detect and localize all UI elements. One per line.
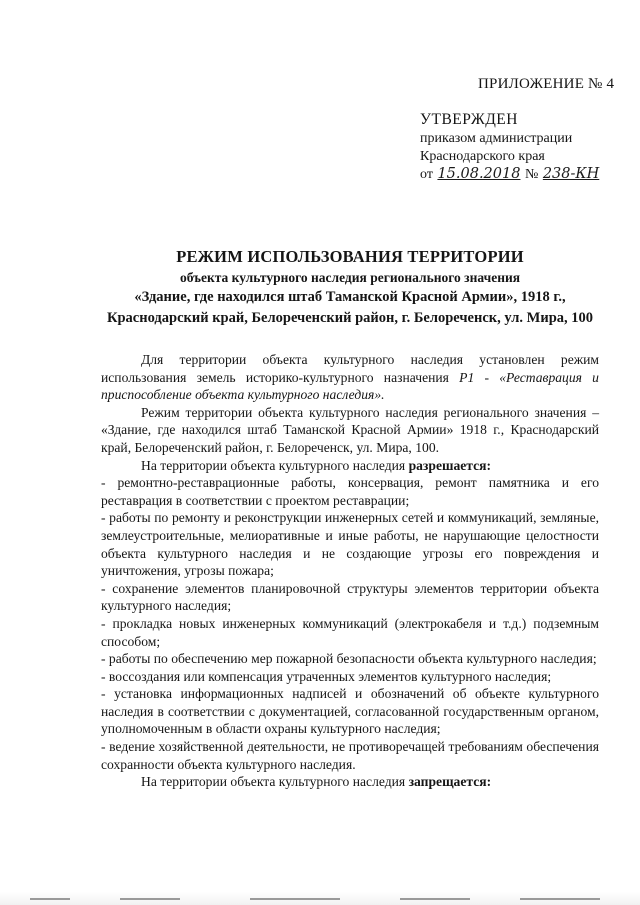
approval-line-1: приказом администрации	[420, 131, 573, 146]
scan-artifact	[520, 898, 600, 900]
document-title	[80, 246, 620, 329]
title-line-3: «Здание, где находился штаб Таманской Красной Армии», 1918 г.,	[134, 289, 566, 305]
allowed-item: - прокладка новых инженерных коммуникаций (электрокабеля и т.д.) подземным способом;	[101, 615, 599, 649]
paragraph-land-use-text: Для территории объекта культурного наследия установлен режим использования земель историко-культурного назначения	[101, 352, 599, 385]
scan-artifact	[250, 898, 340, 900]
allowed-intro-text: На территории объекта культурного наследия	[141, 457, 409, 473]
allowed-item: - воссоздания или компенсация утраченных элементов культурного наследия;	[101, 668, 552, 684]
allowed-keyword: разрешается:	[408, 457, 492, 473]
title-line-4: Краснодарский край, Белореченский район, г. Белореченск, ул. Мира, 100	[106, 310, 594, 326]
order-date: 15.08.2018	[437, 166, 521, 182]
allowed-item: - работы по ремонту и реконструкции инженерных сетей и коммуникаций, земляные, землеустроительные, мелиоративные и иные работы, не нарушающие целостности объекта культурного наследия и не создающие угрозы его повреждения и уничтожения, угрозы пожара;	[101, 510, 599, 579]
scan-artifact	[30, 898, 70, 900]
approved-heading: УТВЕРЖДЕН	[420, 111, 518, 128]
order-from-label: от	[420, 167, 433, 182]
document-body	[101, 351, 599, 791]
scan-edge	[0, 892, 640, 905]
prohibited-keyword: запрещается:	[408, 774, 492, 790]
order-number-label: №	[524, 167, 539, 182]
allowed-item: - сохранение элементов планировочной структуры элементов территории объекта культурного наследия;	[101, 580, 599, 614]
appendix-label: ПРИЛОЖЕНИЕ № 4	[478, 76, 615, 92]
allowed-item: - установка информационных надписей и обозначений об объекте культурного наследия в соответствии с документацией, согласованной государственным органом, уполномоченным в области охраны культурного наследия;	[101, 686, 599, 737]
paragraph-regime: Режим территории объекта культурного наследия регионального значения – «Здание, где находился штаб Таманской Красной Армии» 1918 г., Краснодарский край, Белореченский район, г. Белореченск, ул. Мира, 100.	[101, 404, 599, 455]
paragraph-prohibited-intro	[101, 773, 599, 791]
order-line	[420, 165, 630, 184]
order-number: 238-КН	[542, 166, 600, 182]
approval-block	[420, 110, 630, 184]
title-line-1: РЕЖИМ ИСПОЛЬЗОВАНИЯ ТЕРРИТОРИИ	[176, 247, 524, 266]
allowed-item: - ведение хозяйственной деятельности, не противоречащей требованиям обеспечения сохранности объекта культурного наследия.	[101, 739, 599, 772]
scan-artifact	[400, 898, 470, 900]
prohibited-intro-text: На территории объекта культурного наследия	[141, 774, 409, 790]
allowed-item: - ремонтно-реставрационные работы, консервация, ремонт памятника и его реставрация в соответствии с проектом реставрации;	[101, 475, 599, 508]
allowed-item: - работы по обеспечению мер пожарной безопасности объекта культурного наследия;	[101, 651, 597, 667]
paragraph-allowed-intro	[101, 457, 599, 475]
title-line-2: объекта культурного наследия регионального значения	[179, 270, 521, 285]
land-use-regime-name: Р1 - «Реставрация и приспособление объекта культурного наследия».	[101, 369, 599, 403]
approval-line-2: Краснодарского края	[420, 148, 545, 164]
scan-artifact	[120, 898, 180, 900]
paragraph-land-use	[101, 351, 599, 404]
